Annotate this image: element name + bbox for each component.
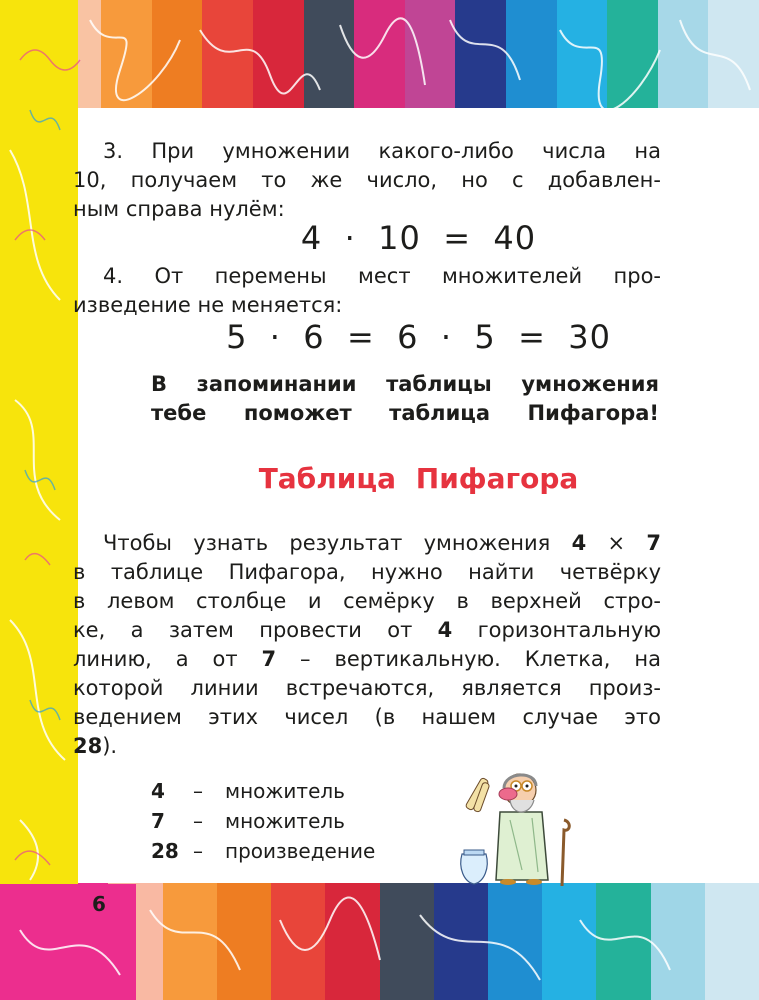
- rule-3-paragraph: [73, 137, 661, 224]
- color-stripe: [488, 883, 542, 1000]
- color-stripe: [596, 883, 650, 1000]
- legend-row: 7 – множитель: [151, 809, 345, 833]
- left-yellow-band: [0, 0, 78, 1000]
- color-stripe: [651, 883, 705, 1000]
- rule-3-line-1: 3. При умножении какого-либо числа на: [103, 139, 661, 163]
- memory-tip-line-2: тебе поможет таблица Пифагора!: [151, 401, 659, 425]
- rule-3-line-2: 10, получаем то же число, но с добавлен-: [73, 168, 661, 192]
- explanation-line-4: ке, а затем провести от 4 горизонтальную: [73, 618, 661, 642]
- rule-3-formula: 4 · 10 = 40: [300, 219, 537, 257]
- color-stripe: [557, 0, 608, 108]
- color-stripe: [163, 883, 217, 1000]
- explanation-line-3: в левом столбце и семёрку в верхней стро-: [73, 589, 661, 613]
- color-stripe: [152, 0, 203, 108]
- rule-4-paragraph: [73, 262, 661, 320]
- rule-4-formula: 5 · 6 = 6 · 5 = 30: [226, 318, 611, 356]
- explanation-line-1: Чтобы узнать результат умножения 4 × 7: [103, 531, 661, 555]
- color-stripe: [253, 0, 304, 108]
- explanation-line-7: ведением этих чисел (в нашем случае это: [73, 705, 661, 729]
- top-color-stripes: [0, 0, 759, 108]
- rule-4-line-1: 4. От перемены мест множителей про-: [103, 264, 661, 288]
- legend-row: 4 – множитель: [151, 779, 345, 803]
- color-stripe: [434, 883, 488, 1000]
- legend: [151, 776, 451, 866]
- color-stripe: [354, 0, 405, 108]
- color-stripe: [271, 883, 325, 1000]
- explanation-line-5: линию, а от 7 – вертикальную. Клетка, на: [73, 647, 661, 671]
- color-stripe: [380, 883, 434, 1000]
- explanation-line-2: в таблице Пифагора, нужно найти четвёрку: [73, 560, 661, 584]
- memory-tip: [151, 370, 659, 428]
- color-stripe: [542, 883, 596, 1000]
- color-stripe: [101, 0, 152, 108]
- section-heading: Таблица Пифагора: [258, 462, 579, 495]
- legend-row: 28 – произведение: [151, 839, 376, 863]
- color-stripe: [304, 0, 355, 108]
- page-number-block: [0, 884, 136, 1000]
- explanation-line-6: которой линии встречаются, является произ-: [73, 676, 661, 700]
- color-stripe: [506, 0, 557, 108]
- color-stripe: [607, 0, 658, 108]
- rule-3-line-3: ным справа нулём:: [73, 197, 285, 221]
- color-stripe: [217, 883, 271, 1000]
- explanation-line-8: 28).: [73, 734, 118, 758]
- color-stripe: [708, 0, 759, 108]
- page-number: 6: [92, 892, 106, 916]
- pythagoras-illustration: [452, 760, 582, 890]
- memory-tip-line-1: В запоминании таблицы умножения: [151, 372, 659, 396]
- explanation-paragraph: [73, 529, 661, 761]
- color-stripe: [705, 883, 759, 1000]
- color-stripe: [658, 0, 709, 108]
- color-stripe: [325, 883, 379, 1000]
- rule-4-line-2: изведение не меняется:: [73, 293, 343, 317]
- color-stripe: [202, 0, 253, 108]
- color-stripe: [455, 0, 506, 108]
- color-stripe: [405, 0, 456, 108]
